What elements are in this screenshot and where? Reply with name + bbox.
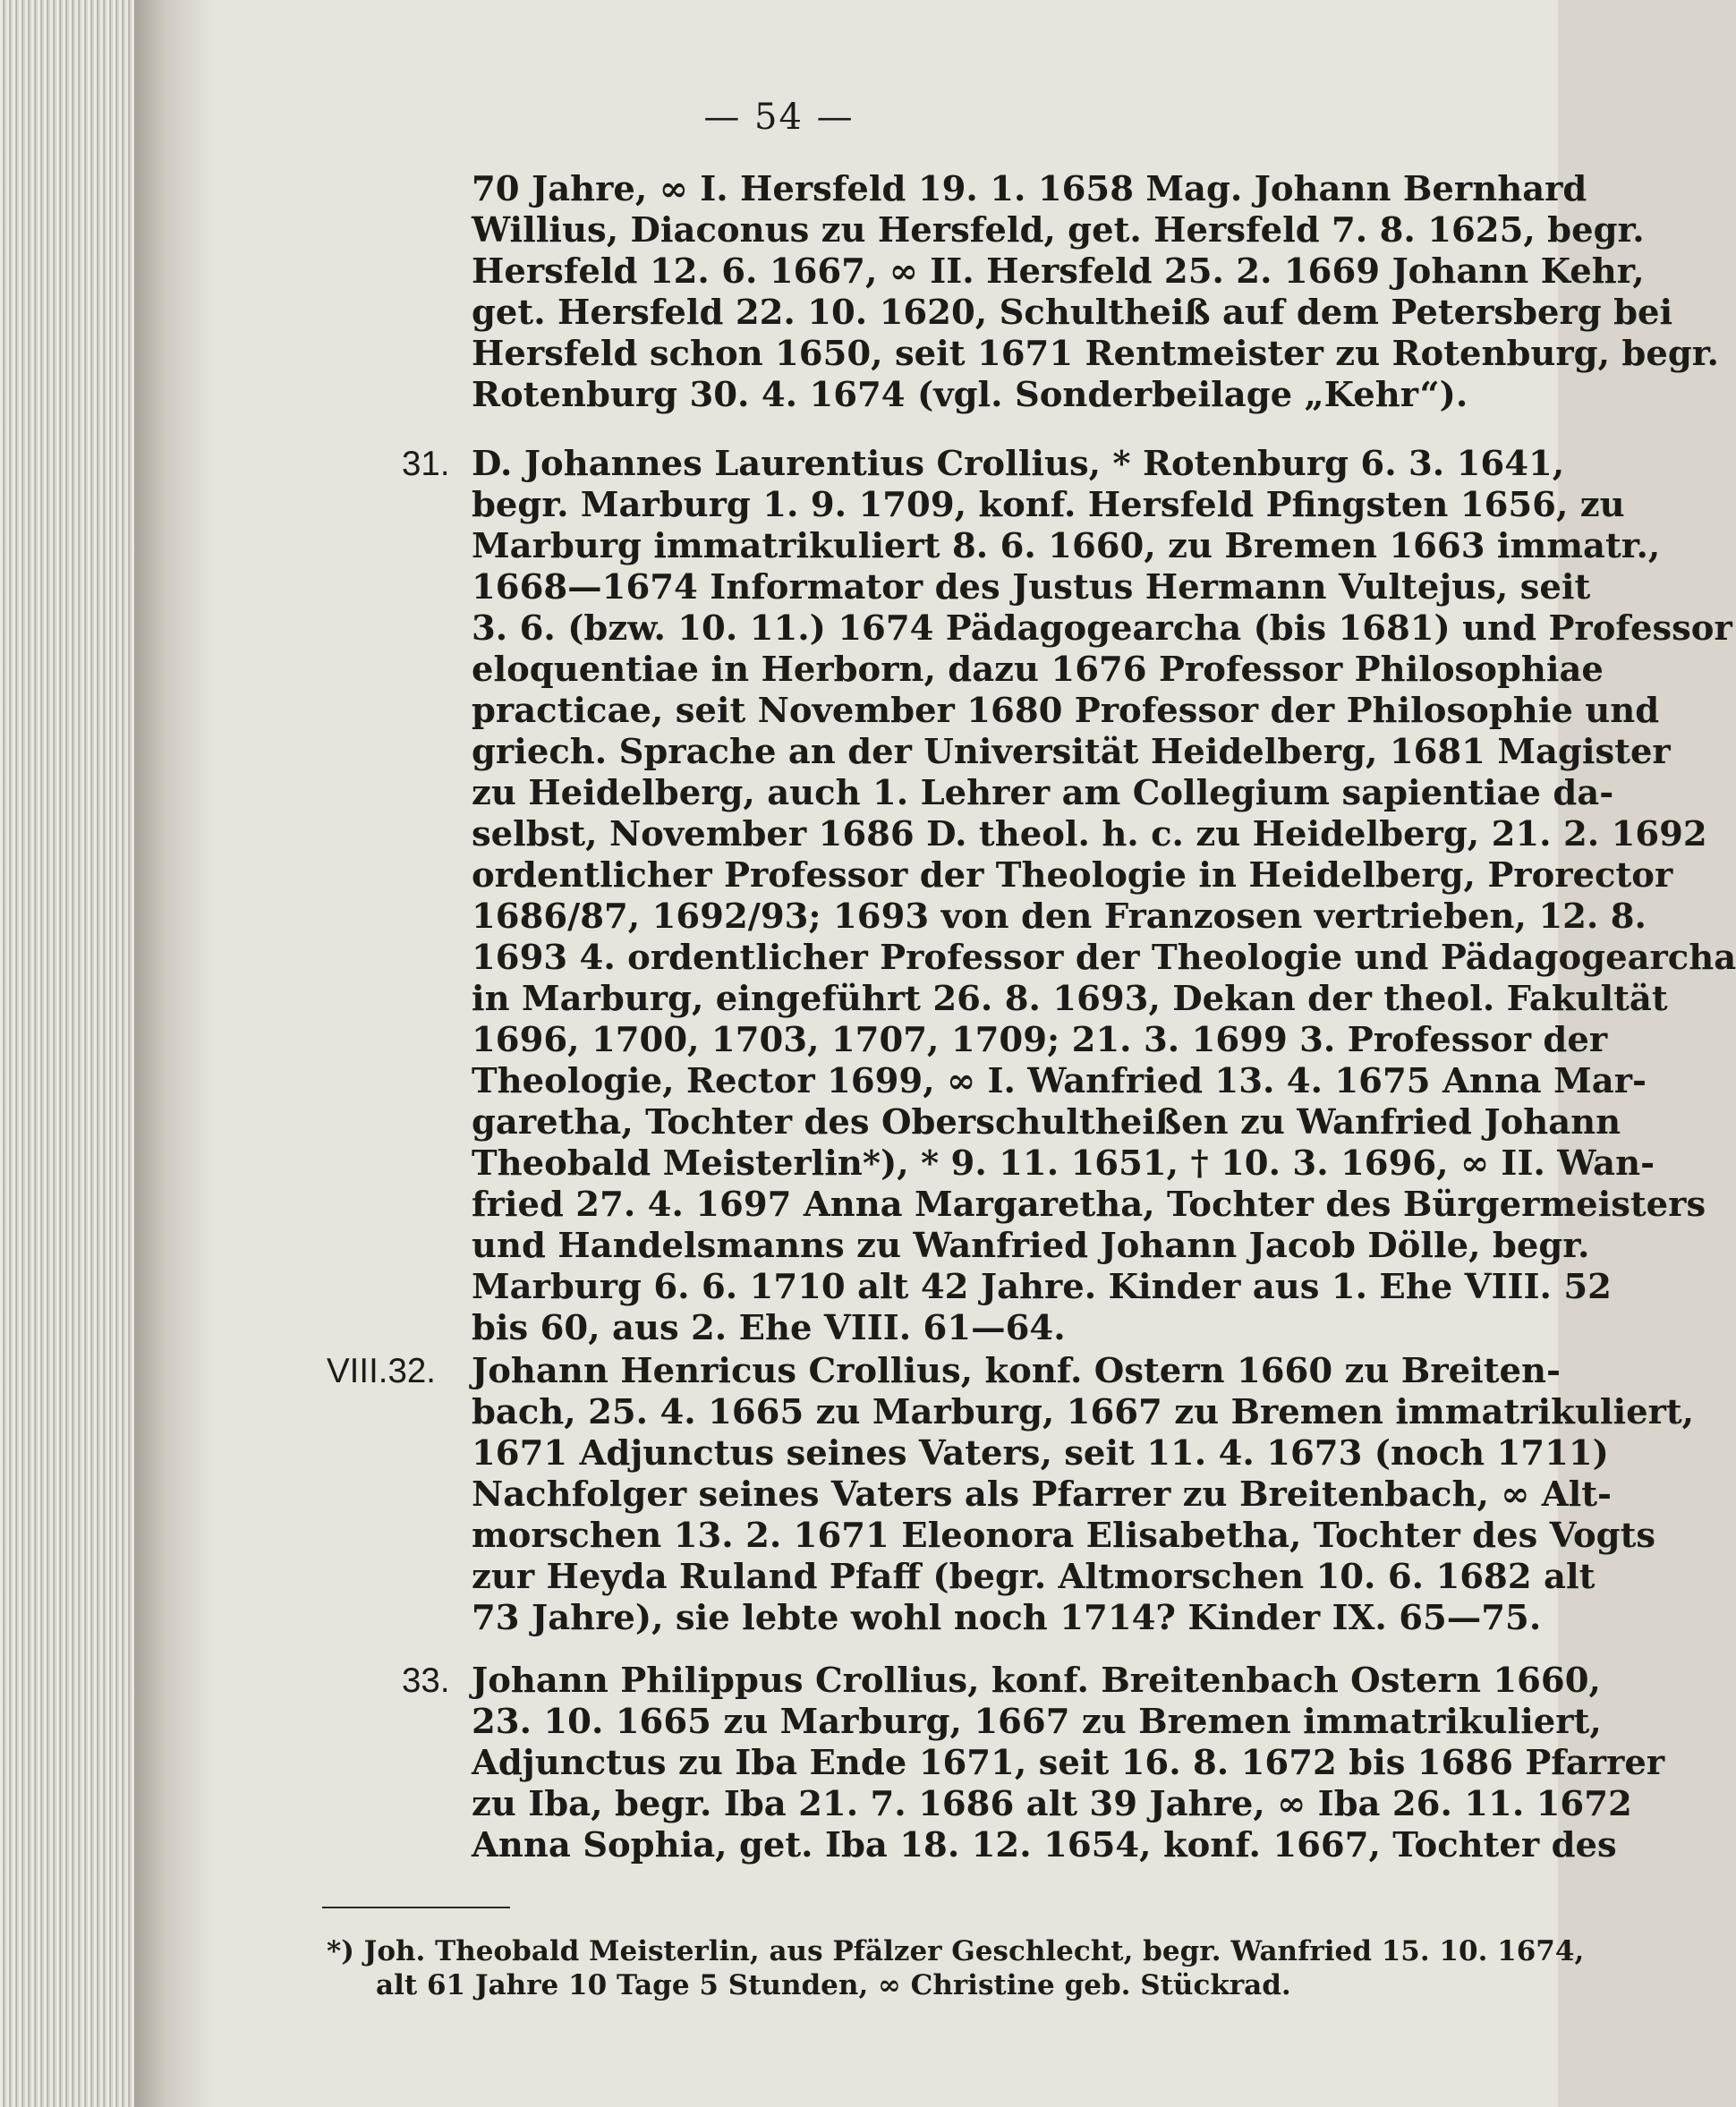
text-line: zur Heyda Ruland Pfaff (begr. Altmorschen 10. 6. 1682 alt <box>472 1557 1596 1597</box>
text-line: 1668—1674 Informator des Justus Hermann Vultejus, seit <box>472 567 1591 607</box>
text-line: Theobald Meisterlin*), * 9. 11. 1651, † 10. 3. 1696, ∞ II. Wan- <box>472 1143 1655 1184</box>
text-line: Anna Sophia, get. Iba 18. 12. 1654, konf. 1667, Tochter des <box>472 1825 1617 1865</box>
text-line: Johann Philippus Crollius, konf. Breitenbach Ostern 1660, <box>472 1661 1601 1701</box>
book-page-edges <box>0 0 134 2107</box>
text-line: garetha, Tochter des Oberschultheißen zu Wanfried Johann <box>472 1102 1621 1143</box>
book-gutter-shadow <box>134 0 215 2107</box>
text-line: in Marburg, eingeführt 26. 8. 1693, Dekan der theol. Fakultät <box>472 979 1668 1019</box>
text-line: Marburg 6. 6. 1710 alt 42 Jahre. Kinder aus 1. Ehe VIII. 52 <box>472 1267 1612 1307</box>
text-line: Hersfeld 12. 6. 1667, ∞ II. Hersfeld 25. 2. 1669 Johann Kehr, <box>472 251 1645 292</box>
text-line: und Handelsmanns zu Wanfried Johann Jacob Dölle, begr. <box>472 1226 1590 1266</box>
text-line: practicae, seit November 1680 Professor der Philosophie und <box>472 691 1660 731</box>
text-line: bis 60, aus 2. Ehe VIII. 61—64. <box>472 1308 1066 1348</box>
text-line: zu Iba, begr. Iba 21. 7. 1686 alt 39 Jahre, ∞ Iba 26. 11. 1672 <box>472 1784 1632 1824</box>
text-line: Marburg immatrikuliert 8. 6. 1660, zu Bremen 1663 immatr., <box>472 526 1661 566</box>
text-line: Adjunctus zu Iba Ende 1671, seit 16. 8. 1672 bis 1686 Pfarrer <box>472 1743 1665 1783</box>
text-line: eloquentiae in Herborn, dazu 1676 Professor Philosophiae <box>472 650 1604 690</box>
entry-number: 31. <box>402 445 450 483</box>
footnote-line: *) Joh. Theobald Meisterlin, aus Pfälzer Geschlecht, begr. Wanfried 15. 10. 1674, <box>327 1935 1585 1967</box>
text-line: 73 Jahre), sie lebte wohl noch 1714? Kinder IX. 65—75. <box>472 1598 1542 1638</box>
footnote-rule <box>322 1907 510 1908</box>
text-line: get. Hersfeld 22. 10. 1620, Schultheiß auf dem Petersberg bei <box>472 293 1673 333</box>
text-line: griech. Sprache an der Universität Heidelberg, 1681 Magister <box>472 732 1671 772</box>
footnote-line: alt 61 Jahre 10 Tage 5 Stunden, ∞ Christine geb. Stückrad. <box>376 1969 1291 2001</box>
text-line: Theologie, Rector 1699, ∞ I. Wanfried 13. 4. 1675 Anna Mar- <box>472 1061 1647 1101</box>
entry-number: 33. <box>402 1661 450 1700</box>
text-line: 23. 10. 1665 zu Marburg, 1667 zu Bremen immatrikuliert, <box>472 1702 1602 1742</box>
text-line: selbst, November 1686 D. theol. h. c. zu Heidelberg, 21. 2. 1692 <box>472 814 1707 854</box>
text-line: fried 27. 4. 1697 Anna Margaretha, Tochter des Bürgermeisters <box>472 1185 1706 1225</box>
text-line: 1693 4. ordentlicher Professor der Theologie und Pädagogearcha <box>472 938 1736 978</box>
text-line: Willius, Diaconus zu Hersfeld, get. Hersfeld 7. 8. 1625, begr. <box>472 210 1645 251</box>
text-line: 1671 Adjunctus seines Vaters, seit 11. 4. 1673 (noch 1711) <box>472 1433 1609 1474</box>
entry-number: VIII.32. <box>327 1352 436 1390</box>
page-number: — 54 — <box>703 97 855 138</box>
text-line: Johann Henricus Crollius, konf. Ostern 1660 zu Breiten- <box>472 1351 1561 1391</box>
text-line: Hersfeld schon 1650, seit 1671 Rentmeister zu Rotenburg, begr. <box>472 334 1719 374</box>
text-line: 3. 6. (bzw. 10. 11.) 1674 Pädagogearcha (bis 1681) und Professor <box>472 608 1732 649</box>
text-line: morschen 13. 2. 1671 Eleonora Elisabetha, Tochter des Vogts <box>472 1516 1656 1556</box>
text-line: 1696, 1700, 1703, 1707, 1709; 21. 3. 1699 3. Professor der <box>472 1020 1608 1060</box>
text-line: Rotenburg 30. 4. 1674 (vgl. Sonderbeilage „Kehr“). <box>472 375 1468 415</box>
text-line: 70 Jahre, ∞ I. Hersfeld 19. 1. 1658 Mag. Johann Bernhard <box>472 169 1587 209</box>
text-line: zu Heidelberg, auch 1. Lehrer am Collegium sapientiae da- <box>472 773 1614 813</box>
text-line: D. Johannes Laurentius Crollius, * Rotenburg 6. 3. 1641, <box>472 444 1565 484</box>
text-line: ordentlicher Professor der Theologie in Heidelberg, Prorector <box>472 855 1673 896</box>
text-line: 1686/87, 1692/93; 1693 von den Franzosen vertrieben, 12. 8. <box>472 896 1647 937</box>
text-line: begr. Marburg 1. 9. 1709, konf. Hersfeld Pfingsten 1656, zu <box>472 485 1625 525</box>
text-line: Nachfolger seines Vaters als Pfarrer zu Breitenbach, ∞ Alt- <box>472 1474 1612 1515</box>
text-line: bach, 25. 4. 1665 zu Marburg, 1667 zu Bremen immatrikuliert, <box>472 1392 1695 1432</box>
